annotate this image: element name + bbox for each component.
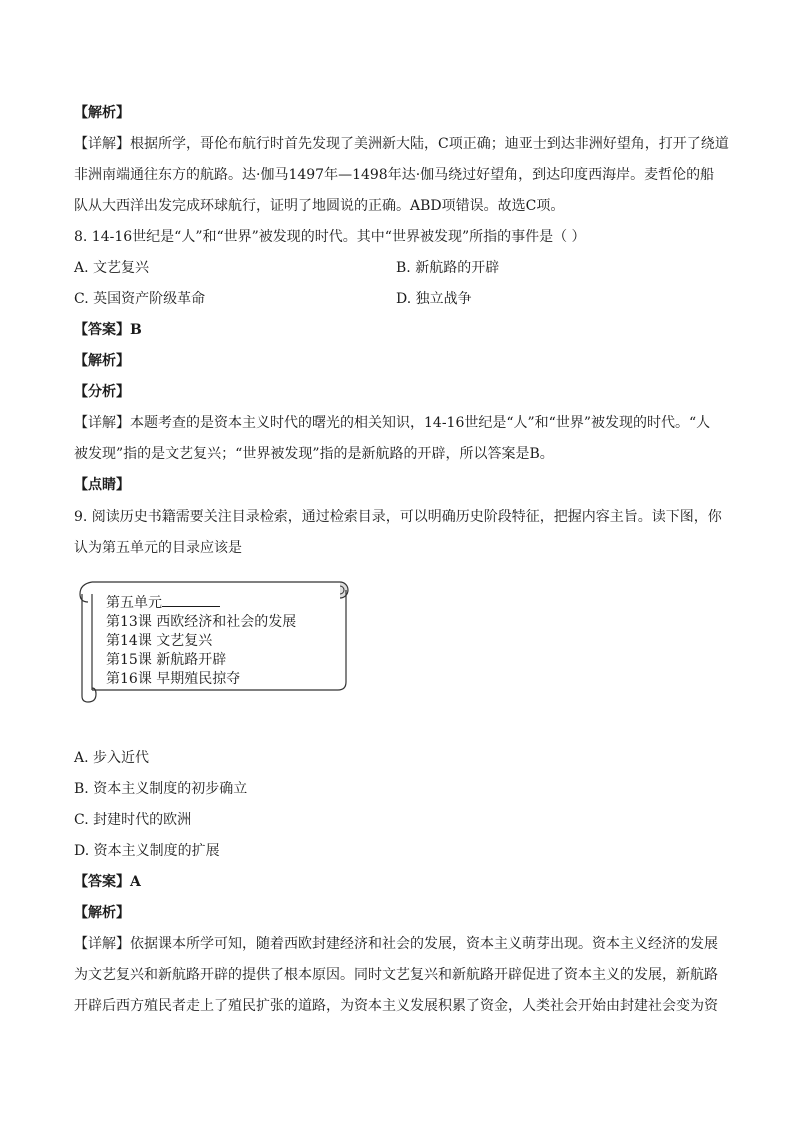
- lesson-13: 第13课 西欧经济和社会的发展: [106, 614, 297, 630]
- q9-option-b: B. 资本主义制度的初步确立: [74, 781, 248, 797]
- q8-option-c: C. 英国资产阶级革命: [74, 291, 206, 307]
- scroll-contents: [106, 594, 296, 689]
- q8-detail-line-1: 【详解】本题考查的是资本主义时代的曙光的相关知识，14-16世纪是“人”和“世界”被发现的时代。“人: [74, 415, 711, 431]
- q8-dianjing-label: 【点睛】: [74, 477, 130, 493]
- q7-detail-line-2: 非洲南端通往东方的航路。达·伽马1497年—1498年达·伽马绕过好望角，到达印度西海岸。麦哲伦的船: [74, 167, 715, 183]
- q9-option-d: D. 资本主义制度的扩展: [74, 843, 220, 859]
- q7-detail-line-1: 【详解】根据所学，哥伦布航行时首先发现了美洲新大陆，C项正确；迪亚士到达非洲好望角，打开了绕道: [74, 136, 729, 152]
- unit-title-row: [106, 594, 296, 613]
- q8-fenxi-label: 【分析】: [74, 384, 130, 400]
- q9-analysis-label: 【解析】: [74, 905, 130, 921]
- table-of-contents-scroll: [70, 572, 352, 704]
- q8-option-d: D. 独立战争: [396, 291, 472, 307]
- q9-detail-line-3: 开辟后西方殖民者走上了殖民扩张的道路，为资本主义发展积累了资金，人类社会开始由封建社会变为资: [74, 998, 718, 1014]
- q9-detail-line-2: 为文艺复兴和新航路开辟的提供了根本原因。同时文艺复兴和新航路开辟促进了资本主义的发展，新航路: [74, 967, 718, 983]
- q8-answer: 【答案】B: [74, 322, 142, 338]
- q8-option-a: A. 文艺复兴: [74, 260, 150, 276]
- q9-stem-line-1: 9. 阅读历史书籍需要关注目录检索，通过检索目录，可以明确历史阶段特征，把握内容主旨。读下图，你: [74, 509, 722, 525]
- q9-option-c: C. 封建时代的欧洲: [74, 812, 192, 828]
- q9-answer: 【答案】A: [74, 874, 141, 890]
- lesson-14: 第14课 文艺复兴: [106, 633, 213, 649]
- q7-detail-line-3: 队从大西洋出发完成环球航行，证明了地圆说的正确。ABD项错误。故选C项。: [74, 198, 565, 214]
- unit-title: 第五单元: [106, 595, 162, 611]
- q7-analysis-label: 【解析】: [74, 105, 130, 121]
- q9-detail-line-1: 【详解】依据课本所学可知，随着西欧封建经济和社会的发展，资本主义萌芽出现。资本主义经济的发展: [74, 936, 718, 952]
- lesson-15: 第15课 新航路开辟: [106, 652, 227, 668]
- q9-stem-line-2: 认为第五单元的目录应该是: [74, 540, 242, 556]
- unit-title-blank: [162, 594, 220, 607]
- q8-option-b: B. 新航路的开辟: [396, 260, 500, 276]
- q8-detail-line-2: 被发现”指的是文艺复兴；“世界被发现”指的是新航路的开辟，所以答案是B。: [74, 446, 554, 462]
- lesson-16: 第16课 早期殖民掠夺: [106, 671, 241, 687]
- q9-option-a: A. 步入近代: [74, 750, 150, 766]
- q8-analysis-label: 【解析】: [74, 353, 130, 369]
- q8-stem: 8. 14-16世纪是“人”和“世界”被发现的时代。其中“世界被发现”所指的事件是（ ）: [74, 229, 586, 245]
